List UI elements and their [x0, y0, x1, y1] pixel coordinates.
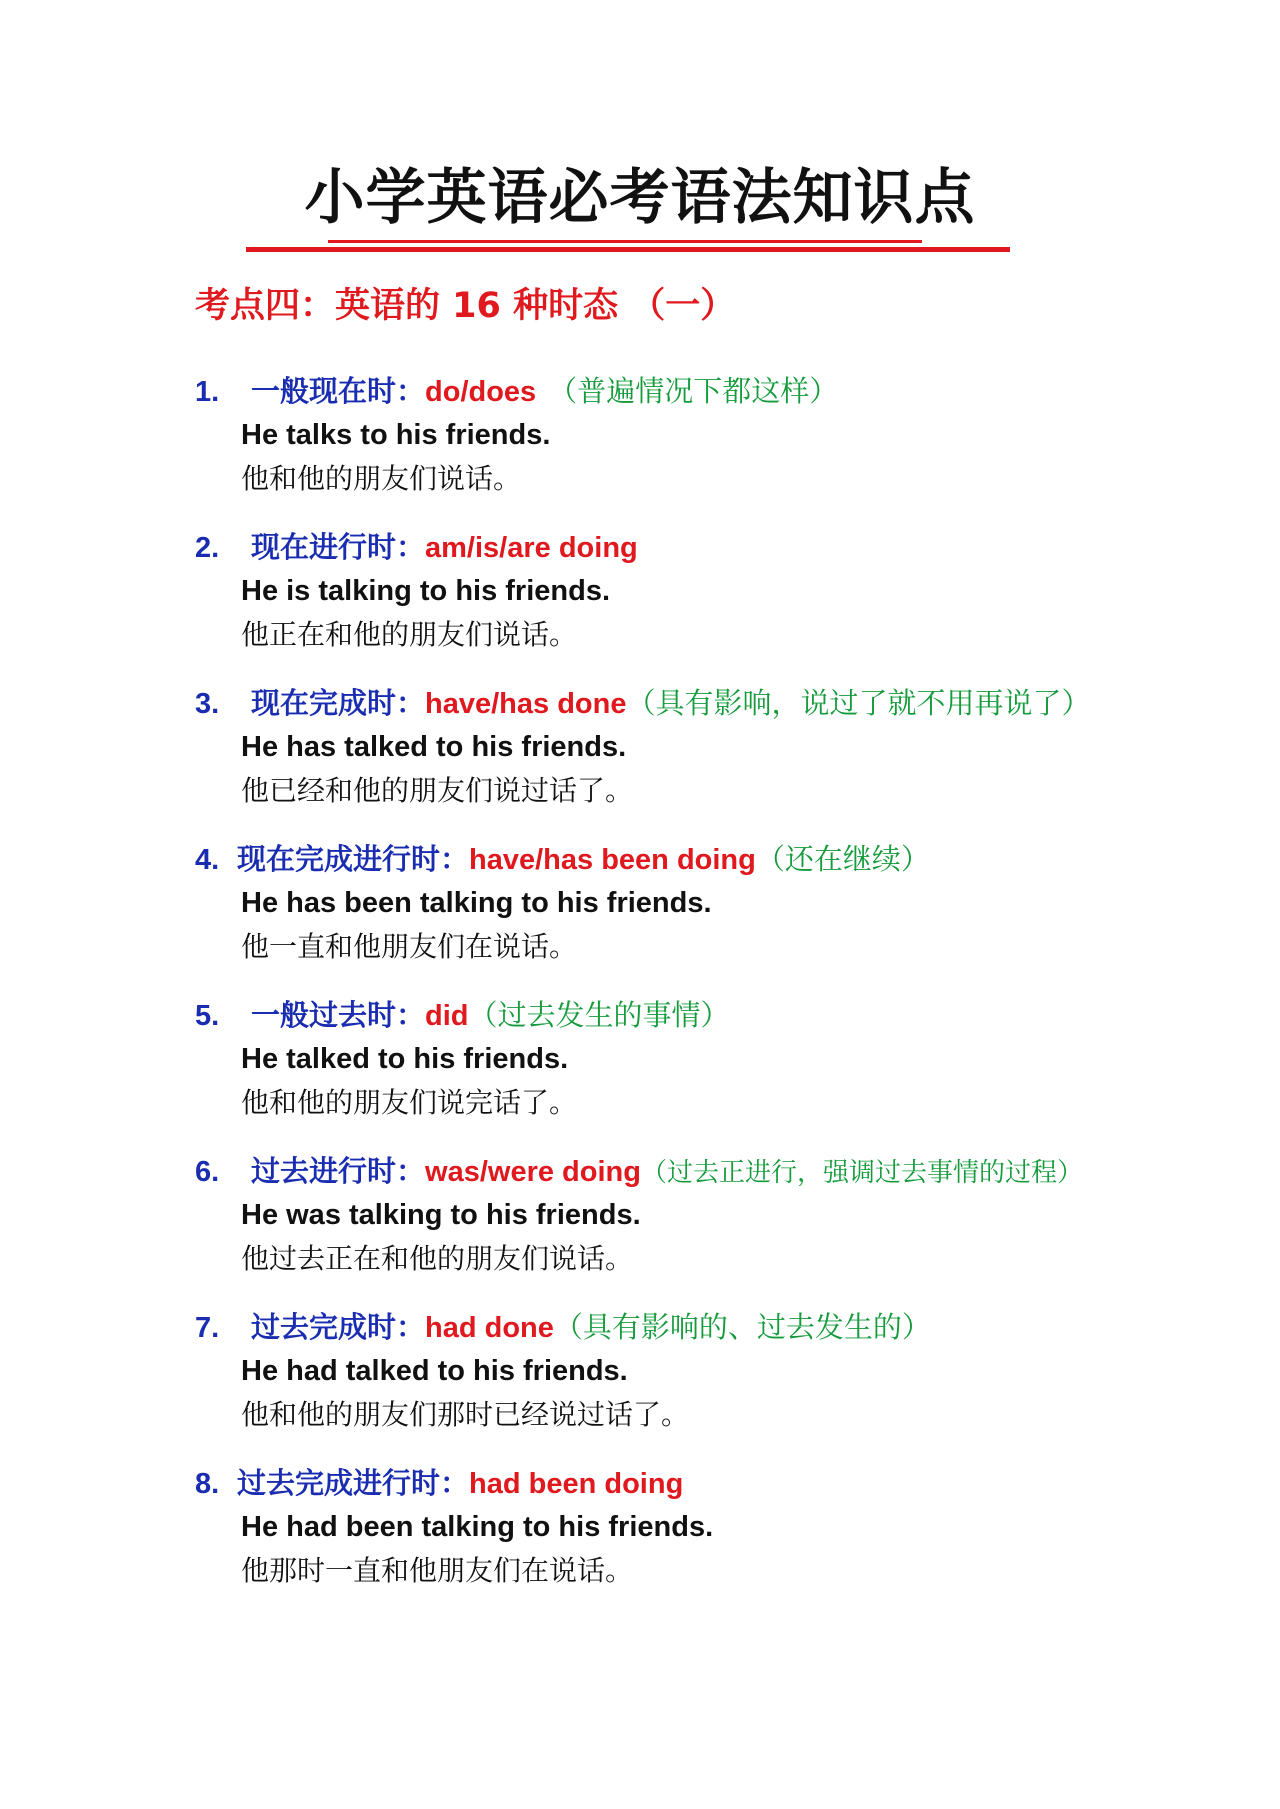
tense-heading — [195, 994, 730, 1036]
tense-note: （还在继续） — [755, 842, 930, 876]
example-chinese: 他一直和他朋友们在说话。 — [241, 930, 578, 963]
tense-name: 一般过去时： — [251, 998, 426, 1032]
tense-name: 过去进行时： — [251, 1154, 426, 1188]
tense-item-7 — [195, 1306, 931, 1436]
tense-note: （具有影响的、过去发生的） — [553, 1310, 931, 1344]
tense-heading — [195, 370, 838, 412]
tense-name: 过去完成时： — [251, 1310, 426, 1344]
tense-name: 现在完成进行时： — [237, 842, 470, 876]
tense-number: 3. — [195, 688, 220, 720]
tense-number: 6. — [195, 1156, 220, 1188]
example-english: He had talked to his friends. — [241, 1355, 628, 1387]
example-chinese: 他正在和他的朋友们说话。 — [241, 618, 578, 651]
tense-item-4 — [195, 838, 930, 968]
tense-note: （过去正进行，强调过去事情的过程） — [640, 1158, 1083, 1188]
tense-heading — [195, 1150, 1083, 1192]
example-english: He has talked to his friends. — [241, 731, 627, 763]
example-chinese: 他已经和他的朋友们说过话了。 — [241, 774, 634, 807]
tense-number: 4. — [195, 844, 220, 876]
example-chinese: 他和他的朋友们说话。 — [241, 462, 522, 495]
tense-form: did — [425, 1000, 469, 1032]
tense-form: am/is/are doing — [425, 532, 638, 564]
tense-form: do/does — [425, 376, 537, 408]
tense-number: 1. — [195, 376, 220, 408]
tense-note: （普遍情况下都这样） — [548, 374, 839, 408]
example-english: He has been talking to his friends. — [241, 887, 712, 919]
tense-form: have/has done — [425, 688, 627, 720]
title-underline-thin — [328, 240, 922, 243]
tense-number: 2. — [195, 532, 220, 564]
tense-note: （具有影响，说过了就不用再说了） — [626, 686, 1091, 720]
tense-item-6 — [195, 1150, 1083, 1280]
tense-heading — [195, 682, 1091, 724]
tense-note: （过去发生的事情） — [468, 998, 730, 1032]
tense-heading — [195, 1306, 931, 1348]
tense-heading — [195, 838, 930, 880]
example-english: He is talking to his friends. — [241, 575, 611, 607]
tense-form: was/were doing — [425, 1156, 641, 1188]
tense-item-8 — [195, 1462, 713, 1592]
tense-number: 5. — [195, 1000, 220, 1032]
tense-number: 7. — [195, 1312, 220, 1344]
tense-number: 8. — [195, 1468, 220, 1500]
tense-heading — [195, 526, 638, 568]
section-title: 考点四：英语的 16 种时态 （一） — [195, 286, 736, 326]
tense-name: 现在完成时： — [251, 686, 426, 720]
tense-name: 一般现在时： — [251, 374, 426, 408]
example-english: He talks to his friends. — [241, 419, 551, 451]
example-chinese: 他那时一直和他朋友们在说话。 — [241, 1554, 634, 1587]
title-underline-thick — [246, 247, 1010, 252]
tense-heading — [195, 1462, 713, 1504]
tense-item-1 — [195, 370, 838, 500]
example-chinese: 他和他的朋友们说完话了。 — [241, 1086, 578, 1119]
tense-name: 现在进行时： — [251, 530, 426, 564]
tense-name: 过去完成进行时： — [237, 1466, 470, 1500]
example-chinese: 他过去正在和他的朋友们说话。 — [241, 1242, 634, 1275]
example-english: He had been talking to his friends. — [241, 1511, 714, 1543]
tense-item-2 — [195, 526, 638, 656]
example-english: He talked to his friends. — [241, 1043, 569, 1075]
tense-form: have/has been doing — [469, 844, 756, 876]
tense-form: had been doing — [469, 1468, 684, 1500]
page-title: 小学英语必考语法知识点 — [304, 163, 976, 233]
tense-form: had done — [425, 1312, 554, 1344]
tense-item-5 — [195, 994, 730, 1124]
example-chinese: 他和他的朋友们那时已经说过话了。 — [241, 1398, 690, 1431]
tense-item-3 — [195, 682, 1091, 812]
example-english: He was talking to his friends. — [241, 1199, 641, 1231]
